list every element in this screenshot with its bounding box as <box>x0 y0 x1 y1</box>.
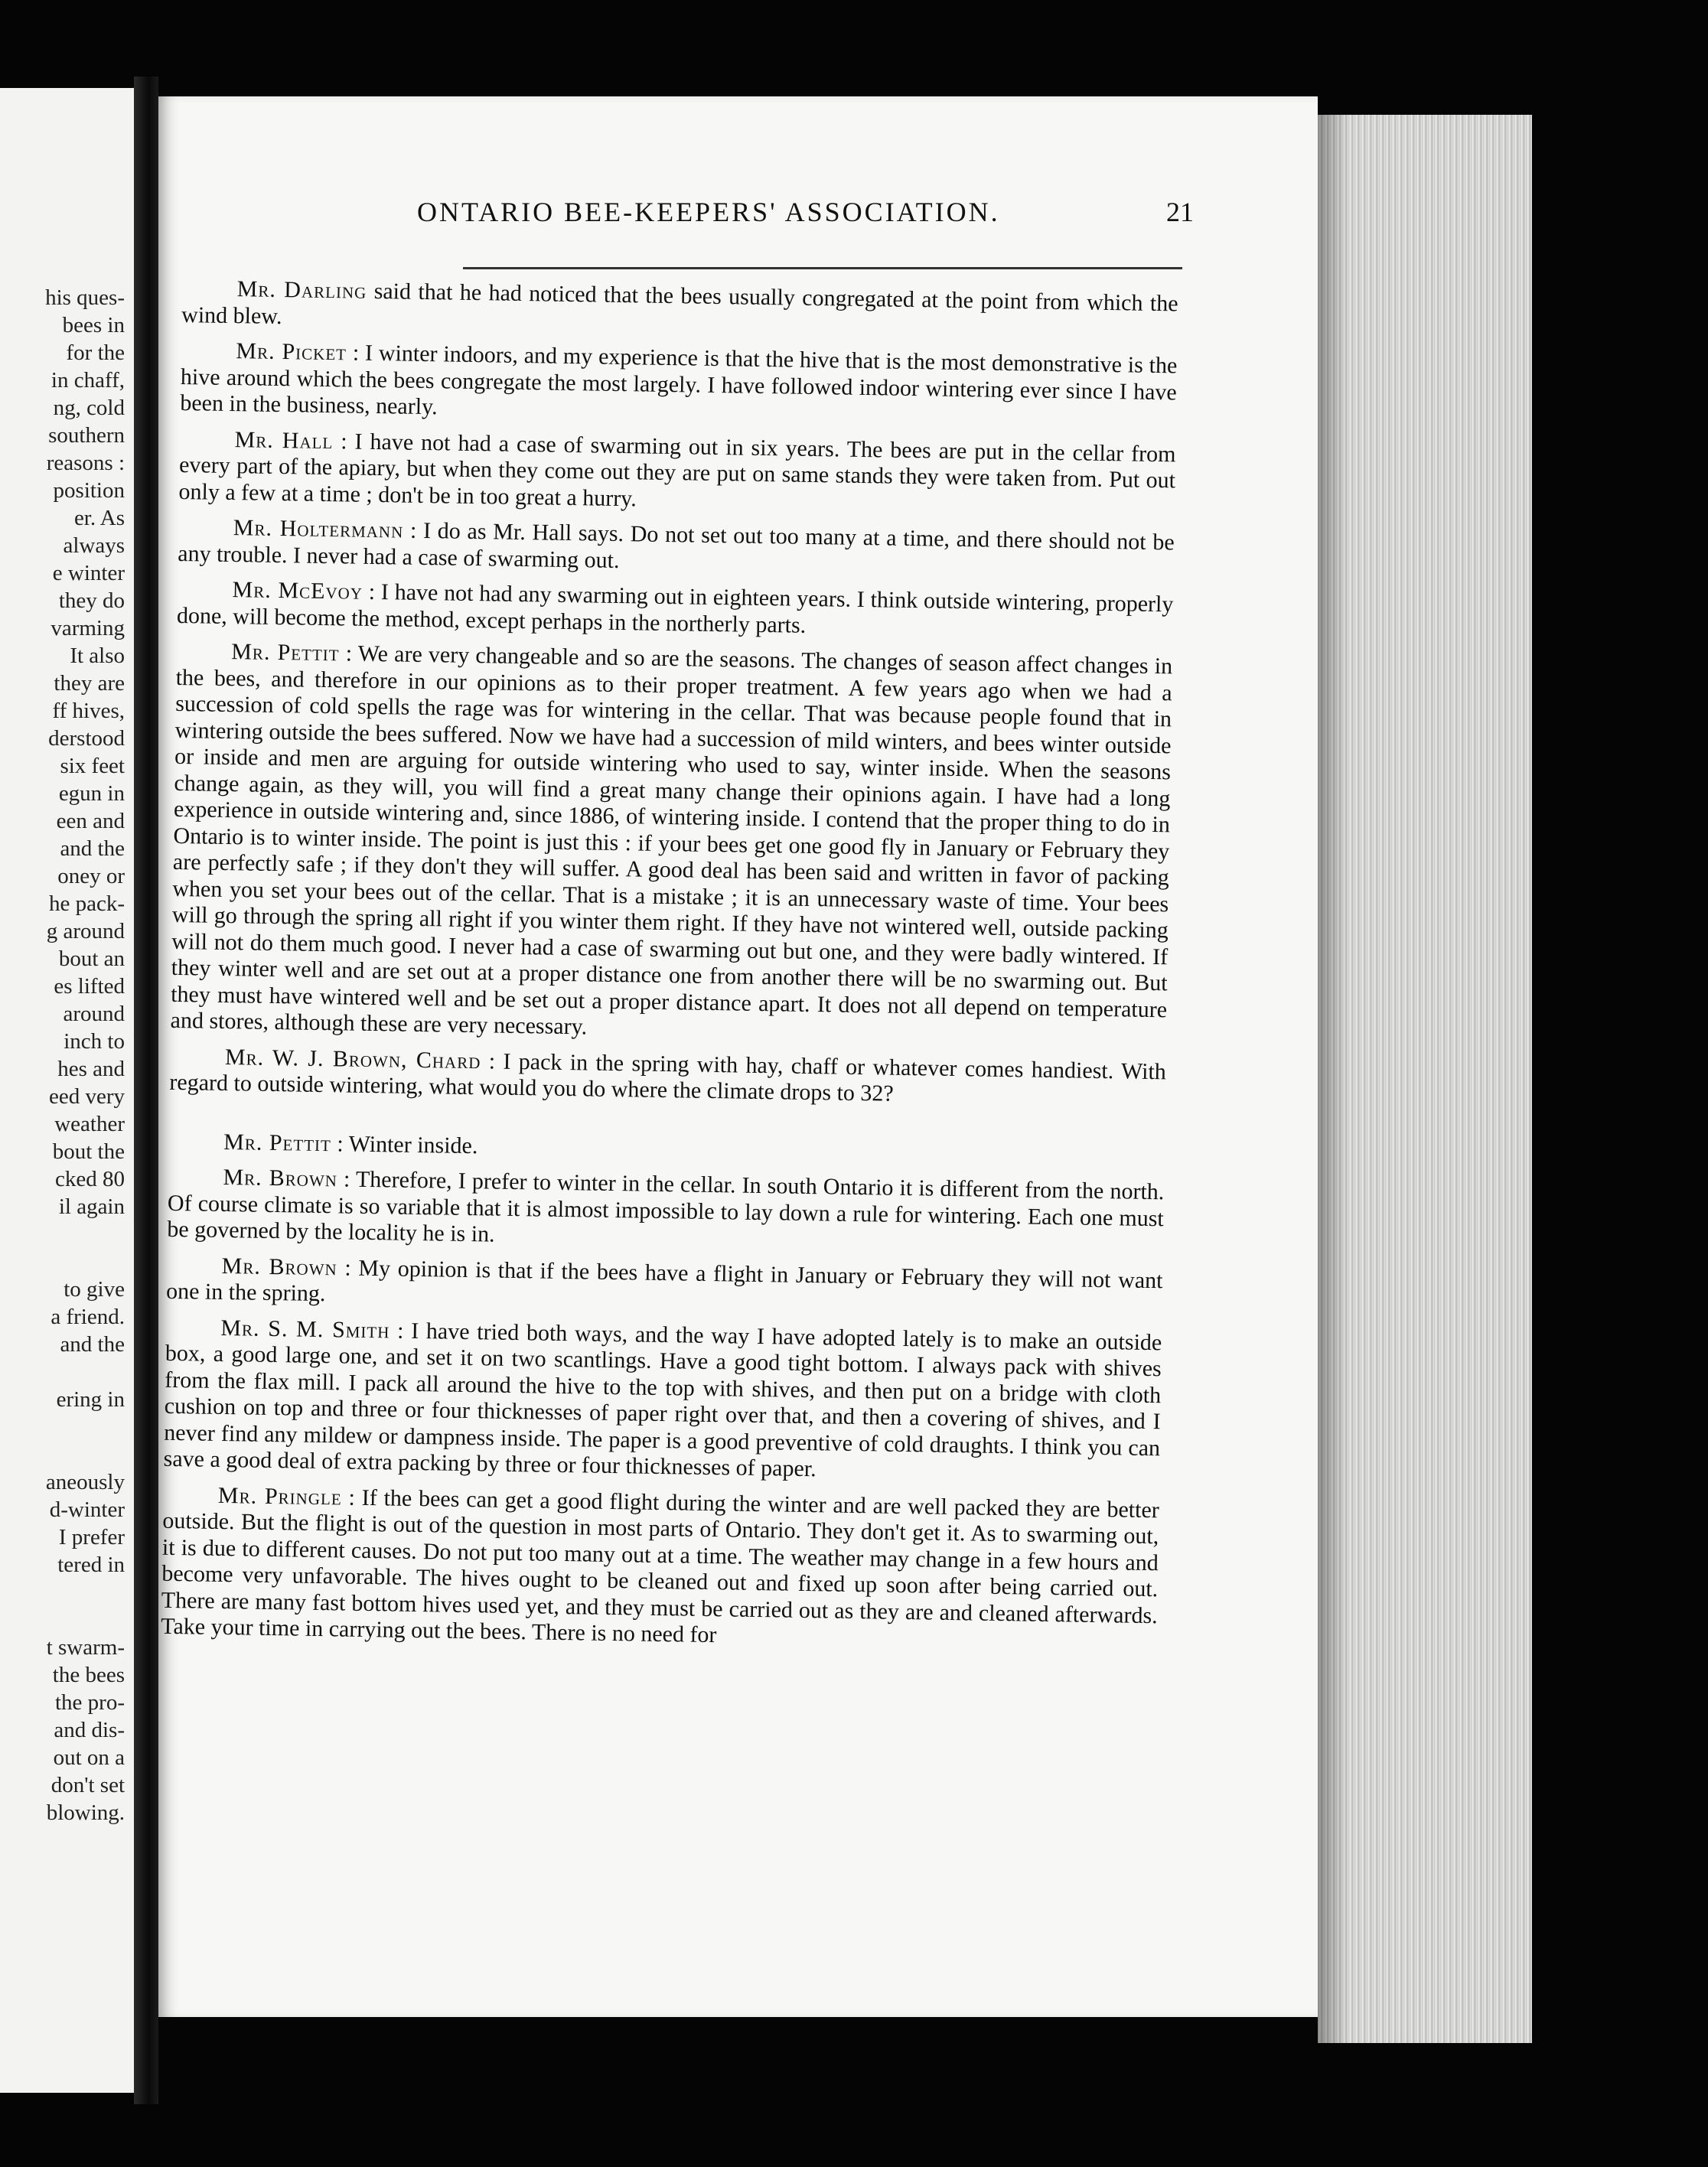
page-number: 21 <box>1166 197 1194 227</box>
left-page-fragment: around <box>63 1002 125 1026</box>
speaker-name: Mr. McEvoy <box>232 577 363 604</box>
left-page-fragment: always <box>63 533 125 558</box>
left-page-fragment: in chaff, <box>51 368 125 393</box>
speaker-name: Mr. Pringle <box>217 1482 342 1510</box>
speech-paragraph <box>178 514 1175 582</box>
speaker-name: Mr. Hall <box>234 426 334 454</box>
left-page-fragment: inch to <box>64 1029 125 1054</box>
speech-paragraph <box>161 1481 1159 1655</box>
speaker-name: Mr. Pettit <box>223 1129 332 1156</box>
speech-text: : I pack in the spring with hay, chaff or whatever comes handiest. With regard to outside wintering, what would you do where the climate drops to 32? <box>169 1048 1167 1106</box>
left-page-fragment: varming <box>51 616 125 640</box>
left-page-fragment: egun in <box>58 781 125 806</box>
speech-paragraph <box>166 1252 1163 1320</box>
left-page-fragment: reasons : <box>46 451 125 475</box>
left-page-fragment: oney or <box>57 864 125 888</box>
speech-paragraph <box>177 576 1174 644</box>
left-page-fragment: e winter <box>52 561 125 585</box>
page-header <box>260 196 1194 233</box>
speaker-name: Mr. Holtermann <box>233 515 404 543</box>
left-page-fragment: bees in <box>62 313 125 337</box>
left-page-fragment: een and <box>56 809 125 833</box>
page-body <box>161 275 1178 1665</box>
speech-text: : My opinion is that if the bees have a flight in January or February they will not want one in the spring. <box>165 1254 1163 1307</box>
speech-text: : We are very changeable and so are the seasons. The changes of season affect changes in the bees, and therefore in our opinions as to their proper treatment. A few years ago when we had a succession of cold spells the rage was for wintering in the cellar. That was because people found that in wintering outside the bees suffered. Now we have had a succession of mild winters, and bees winter outside or inside and men are arguing for outside wintering who used to say, winter inside. When the seasons change again, as they will, you will find a great many change their opinions again. I have had a long experience in outside wintering and, since 1886, of wintering inside. I contend that the proper thing to do in Ontario is to winter inside. The point is just this : if your bees get one good fly in January or February they are perfectly safe ; if they don't they will suffer. A good deal has been said and written in favor of packing when you set your bees out of the cellar. That is a mistake ; it is an unnecessary waste of time. Your bees will go through the spring all right if you winter them right. If they have not wintered well, outside packing will not do them much good. I never had a case of swarming out but one, and they were badly wintered. If they winter well and are set out at a proper distance one from another there will be no swarming out. But they must have wintered well and be set out a proper distance apart. It does not all depend on temperature and stores, although these are very necessary. <box>170 640 1173 1040</box>
book-gutter <box>134 77 158 2104</box>
header-rule <box>463 267 1182 269</box>
left-page-fragment: aneously <box>45 1470 125 1494</box>
left-page-fragment: don't set <box>51 1773 125 1797</box>
speech-text: : I winter indoors, and my experience is that the hive that is the most demonstrative is the hive around which the bees congregate the most largely. I have followed indoor wintering ever since I have been in the business, nearly. <box>180 340 1178 420</box>
speaker-name: Mr. W. J. Brown, Chard <box>224 1044 481 1074</box>
speech-paragraph <box>167 1164 1164 1259</box>
left-page-fragment: ering in <box>56 1387 125 1412</box>
left-page-fragment: he pack- <box>48 891 125 916</box>
speaker-name: Mr. Pettit <box>231 639 340 666</box>
speech-text: : Winter inside. <box>331 1130 478 1158</box>
left-page-fragment: they do <box>58 588 125 613</box>
running-head-title: ONTARIO BEE-KEEPERS' ASSOCIATION. <box>417 197 1000 227</box>
left-facing-page <box>0 88 134 2093</box>
left-page-fragment: cked 80 <box>55 1167 125 1191</box>
speech-text: : I do as Mr. Hall says. Do not set out too many at a time, and there should not be any trouble. I never had a case of swarming out. <box>178 517 1175 573</box>
speaker-name: Mr. Brown <box>221 1253 337 1280</box>
left-page-fragment: er. As <box>73 506 125 530</box>
speech-text: : If the bees can get a good flight during the winter and are well packed they are better outside. But the flight is out of the question in most parts of Ontario. They don't get it. As to swarming out, it is due to different causes. Do not put too many out at a time. The weather may change in a few hours and become very unfavorable. The hives ought to be cleaned out and fixed up soon after being carried out. There are many fast bottom hives used yet, and they must be carried out as they are and cleaned afterwards. Take your time in carrying out the bees. There is no need for <box>161 1484 1160 1648</box>
speech-text: : Therefore, I prefer to winter in the cellar. In south Ontario it is different from the north. Of course climate is so variable that it is almost impossible to lay down a rule for wintering. Each one must be governed by the locality he is in. <box>167 1166 1165 1247</box>
speech-paragraph <box>170 638 1172 1050</box>
left-page-fragment: his ques- <box>45 285 125 310</box>
speech-text: said that he had noticed that the bees usually congregated at the point from which the wind blew. <box>181 278 1178 329</box>
left-page-fragment: ng, cold <box>53 396 125 420</box>
left-page-fragment: es lifted <box>54 974 125 999</box>
left-page-fragment: to give <box>64 1277 125 1302</box>
left-page-fragment: a friend. <box>51 1305 125 1329</box>
speech-paragraph <box>180 337 1177 432</box>
speaker-name: Mr. Brown <box>223 1164 338 1192</box>
left-page-fragment: hes and <box>57 1057 125 1081</box>
speech-text: : I have not had a case of swarming out in six years. The bees are put in the cellar from every part of the apiary, but when they come out they are put on same stands they were taken from. Put out only a few at a time ; don't be in too great a hurry. <box>178 428 1176 511</box>
left-page-fragment: and the <box>60 1332 125 1357</box>
page-edge-shadow <box>1318 115 1348 2043</box>
left-page-fragment: and dis- <box>54 1718 125 1742</box>
left-page-fragment: bout the <box>52 1139 125 1164</box>
left-page-fragment: il again <box>58 1194 125 1219</box>
left-page-fragment: position <box>53 478 125 503</box>
speaker-name: Mr. S. M. Smith <box>220 1315 390 1343</box>
speech-paragraph <box>169 1043 1166 1111</box>
left-page-fragment: derstood <box>48 726 125 751</box>
speech-text: : I have not had any swarming out in eighteen years. I think outside wintering, properly done, will become the method, except perhaps in the northerly parts. <box>176 578 1174 638</box>
left-page-fragment: tered in <box>57 1553 125 1577</box>
speech-text: : I have tried both ways, and the way I have adopted lately is to make an outside box, a good large one, and set it on two scantlings. Have a good tight bottom. I always pack with shives from the flax mill. I pack all around the hive to the top with shives, and then put on a bridge with cloth cushion on top and three or four thicknesses of paper right over that, and then a covering of shives, and I never find any mildew or dampness inside. The paper is a good preventive of cold draughts. I think you can save a good deal of extra packing by three or four thicknesses of paper. <box>163 1317 1162 1482</box>
speaker-name: Mr. Darling <box>236 276 367 304</box>
left-page-fragment: It also <box>70 644 125 668</box>
book-page-edge <box>1318 115 1532 2043</box>
speech-paragraph <box>178 425 1175 520</box>
left-page-fragment: out on a <box>53 1745 125 1770</box>
left-page-fragment: the bees <box>52 1663 125 1687</box>
left-page-fragment: southern <box>48 423 125 448</box>
left-page-fragment: for the <box>66 341 125 365</box>
left-page-fragment: d-winter <box>49 1497 125 1522</box>
left-page-fragment: ff hives, <box>52 699 125 723</box>
left-page-fragment: t swarm- <box>46 1635 125 1660</box>
left-page-fragment: the pro- <box>55 1690 125 1715</box>
speaker-name: Mr. Picket <box>236 338 347 366</box>
left-page-fragment: I prefer <box>58 1525 125 1549</box>
left-page-fragment: and the <box>60 836 125 861</box>
left-page-fragment: they are <box>54 671 125 696</box>
left-page-fragment: eed very <box>48 1084 125 1109</box>
left-page-fragment: weather <box>54 1112 125 1136</box>
left-page-fragment: six feet <box>60 754 125 778</box>
left-page-fragment: blowing. <box>46 1800 125 1825</box>
left-page-fragment: bout an <box>58 947 125 971</box>
left-page-fragment: g around <box>46 919 125 943</box>
speech-paragraph <box>163 1314 1162 1488</box>
